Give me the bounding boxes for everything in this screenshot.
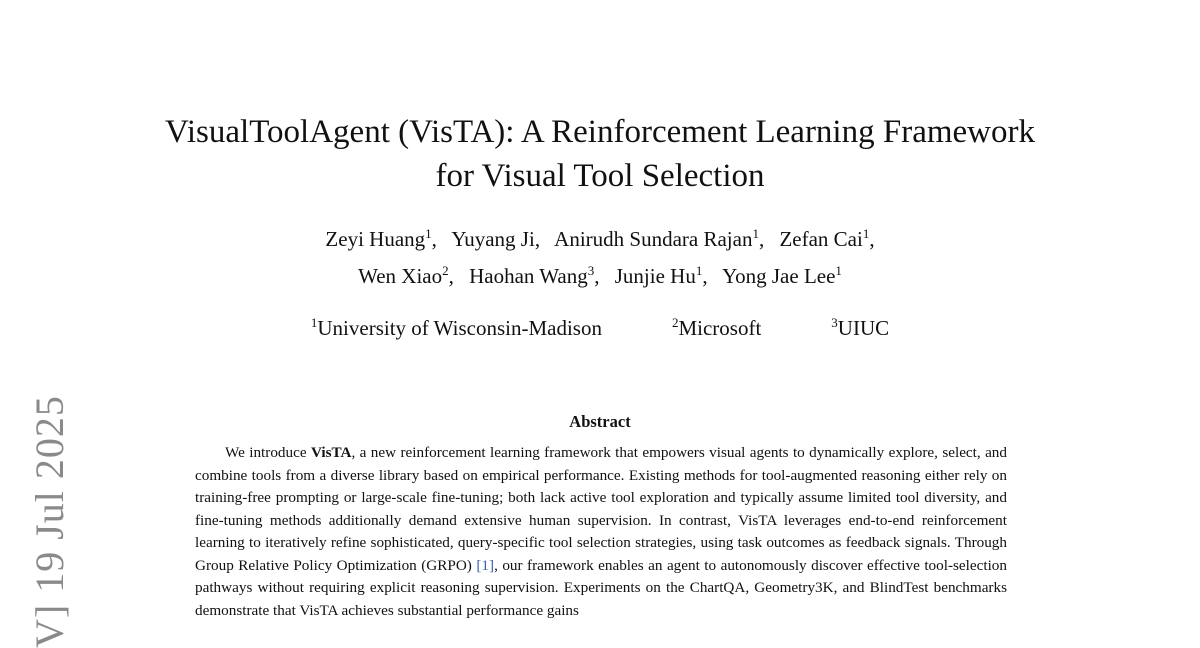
affiliation xyxy=(831,313,889,346)
author-affiliation-mark: 2 xyxy=(442,263,449,278)
author-affiliation-mark: 3 xyxy=(587,263,595,278)
abstract-method-name: VisTA xyxy=(310,444,352,461)
abstract-heading: Abstract xyxy=(569,412,631,431)
author: Anirudh Sundara Rajan$^1$, xyxy=(554,226,765,251)
abstract-text xyxy=(195,442,1007,622)
paper-title-line-1: VisualToolAgent (VisTA): A Reinforcement Learning Framework xyxy=(165,114,1035,150)
author: Haohan Wang$^3$, xyxy=(469,263,600,288)
abstract-part-2: , our framework enables an agent to autonomously discover effective tool-selection pathways without requiring explicit reasoning supervision. Experiments on the ChartQA, Geometry3K, and BlindTest benchmarks demonstrate that VisTA achieves substantial performance gains xyxy=(195,556,1007,619)
affiliation-mark: 3 xyxy=(831,315,838,330)
abstract-intro: We introduce xyxy=(225,444,311,461)
affiliation xyxy=(672,313,761,346)
author-name: Zeyi Huang xyxy=(325,227,426,251)
author: Junjie Hu$^1$, xyxy=(614,263,708,288)
author-name: Yuyang Ji xyxy=(451,227,535,251)
author-name: Yong Jae Lee xyxy=(722,264,836,288)
affiliation-name: University of Wisconsin-Madison xyxy=(317,316,602,340)
author-list xyxy=(0,222,1200,296)
affiliation-name: UIUC xyxy=(837,316,890,340)
affiliation xyxy=(311,313,602,346)
affiliation-name: Microsoft xyxy=(678,316,762,340)
author-name: Anirudh Sundara Rajan xyxy=(554,227,753,251)
author-name: Haohan Wang xyxy=(469,264,588,288)
author-affiliation-mark: 1 xyxy=(835,263,842,278)
paper-title-line-2: for Visual Tool Selection xyxy=(435,158,765,194)
affiliation-mark: 2 xyxy=(671,315,679,330)
author-name: Wen Xiao xyxy=(358,264,443,288)
author-affiliation-mark: 1 xyxy=(752,226,759,241)
author-affiliation-mark: 1 xyxy=(695,263,703,278)
abstract-part-1: , a new reinforcement learning framework that empowers visual agents to dynamically explore, select, and combine tools from a diverse library based on empirical performance. Existing methods for tool-augmented reasoning either rely on training-free prompting or large-scale fine-tuning; both lack active tool exploration and typically assume limited tool diversity, and fine-tuning methods additionally demand extensive human supervision. In contrast, VisTA leverages end-to-end reinforcement learning to iteratively refine sophisticated, query-specific tool selection strategies, using task outcomes as feedback signals. Through Group Relative Policy Optimization (GRPO) xyxy=(195,444,1007,574)
author-name: Junjie Hu xyxy=(614,264,696,288)
affiliation-list xyxy=(0,313,1200,346)
paper-title xyxy=(0,110,1200,198)
author-name: Zefan Cai xyxy=(779,227,863,251)
author: Wen Xiao$^2$, xyxy=(358,263,454,288)
author-affiliation-mark: 1 xyxy=(862,226,870,241)
author-affiliation-mark: 1 xyxy=(425,226,432,241)
author: Zefan Cai$^1$, xyxy=(779,226,875,251)
author: Zeyi Huang$^1$, xyxy=(325,226,437,251)
affiliation-mark: 1 xyxy=(310,315,318,330)
arxiv-sidebar-stamp: V] 19 Jul 2025 xyxy=(27,395,72,648)
citation-link[interactable]: [1] xyxy=(476,556,495,574)
author: Yuyang Ji, xyxy=(451,227,541,251)
author xyxy=(722,264,842,288)
